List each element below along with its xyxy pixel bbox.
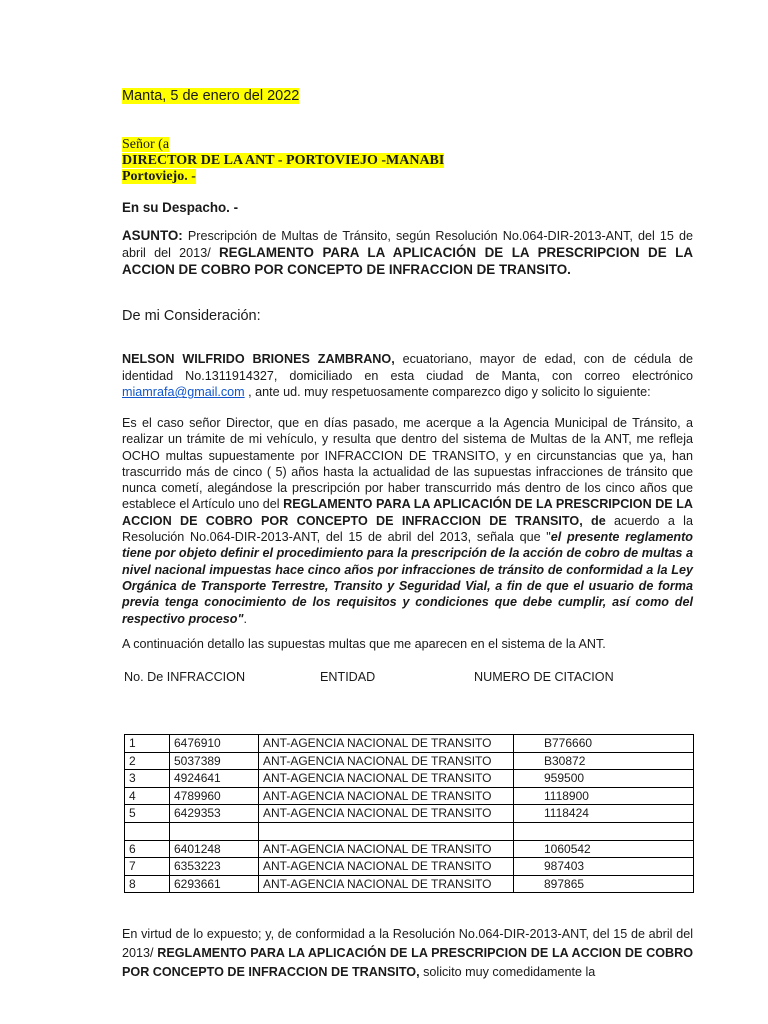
table-row [125, 822, 694, 840]
body-part5: . [243, 611, 247, 626]
entidad-cell: ANT-AGENCIA NACIONAL DE TRANSITO [259, 787, 514, 805]
addressee-block [122, 137, 444, 185]
asunto-paragraph [122, 228, 693, 278]
salutation: Señor (a [122, 137, 170, 152]
infraccion-cell [170, 822, 259, 840]
email-link[interactable]: miamrafa@gmail.com [122, 385, 245, 400]
infraccion-cell: 5037389 [170, 752, 259, 770]
row-number: 8 [125, 875, 170, 893]
body-part4: el presente reglamento tiene por objeto definir el procedimiento para la prescripción de la acción de cobro de multas a nivel nacional impuestas hace cinco años por infracciones de tránsito de conformidad a la Ley Orgánica de Transporte Terrestre, Transito y Seguridad Vial, a fin de que el usuario de forma previa tenga conocimiento de los requisitos y condiciones que debe cumplir, así como del respectivo proceso" [122, 530, 693, 626]
citacion-cell: 897865 [514, 875, 694, 893]
table-row [125, 858, 694, 876]
row-number: 6 [125, 840, 170, 858]
entidad-cell: ANT-AGENCIA NACIONAL DE TRANSITO [259, 858, 514, 876]
intro-text: ecuatoriano, mayor de edad, con de cédula de identidad No.1311914327, domiciliado en esta ciudad de Manta, con correo electrónico [122, 352, 693, 383]
closing-bold: REGLAMENTO PARA LA APLICACIÓN DE LA PRESCRIPCION DE LA ACCION DE COBRO POR CONCEPTO DE INFRACCION DE TRANSITO, [122, 946, 693, 979]
body-part1: Es el caso señor Director, que en días pasado, me acerque a la Agencia Municipal de Tránsito, a realizar un trámite de mi vehículo, y resulta que dentro del sistema de Multas de la ANT, me refleja OCHO multas supuestamente por INFRACCION DE TRANSITO, y en circunstancias que ya, han trascurrido más de cinco ( 5) años hasta la actualidad de las supuestas infracciones de tránsito que nunca cometí, alegándose la prescripción por haber transcurrido más dentro de los cinco años que establece el Artículo uno del [122, 416, 693, 512]
table-row [125, 787, 694, 805]
entidad-cell: ANT-AGENCIA NACIONAL DE TRANSITO [259, 875, 514, 893]
infraccion-cell: 4924641 [170, 770, 259, 788]
infraccion-cell: 6429353 [170, 805, 259, 823]
closing-paragraph [122, 925, 693, 982]
table-row [125, 770, 694, 788]
citacion-cell: 1118424 [514, 805, 694, 823]
despacho-line: En su Despacho. - [122, 200, 239, 215]
table-row [125, 840, 694, 858]
date-text: Manta, 5 de enero del 2022 [122, 88, 300, 104]
entidad-cell: ANT-AGENCIA NACIONAL DE TRANSITO [259, 735, 514, 753]
citacion-cell: 1060542 [514, 840, 694, 858]
body-paragraph [122, 415, 693, 627]
addressee-city: Portoviejo. - [122, 169, 196, 184]
entidad-cell: ANT-AGENCIA NACIONAL DE TRANSITO [259, 770, 514, 788]
closing-text-after: solicito muy comedidamente la [419, 965, 596, 979]
applicant-name: NELSON WILFRIDO BRIONES ZAMBRANO, [122, 352, 395, 366]
table-row [125, 735, 694, 753]
header-entidad: ENTIDAD [320, 670, 376, 684]
infraccion-cell: 6476910 [170, 735, 259, 753]
intro-text-after: , ante ud. muy respetuosamente comparezco digo y solicito lo siguiente: [244, 385, 651, 400]
row-number: 7 [125, 858, 170, 876]
table-row [125, 805, 694, 823]
row-number: 1 [125, 735, 170, 753]
citacion-cell [514, 822, 694, 840]
entidad-cell: ANT-AGENCIA NACIONAL DE TRANSITO [259, 805, 514, 823]
infraccion-cell: 6401248 [170, 840, 259, 858]
list-intro: A continuación detallo las supuestas multas que me aparecen en el sistema de la ANT. [122, 637, 606, 651]
header-citacion: NUMERO DE CITACION [474, 670, 614, 684]
entidad-cell: ANT-AGENCIA NACIONAL DE TRANSITO [259, 752, 514, 770]
closing-text: En virtud de lo expuesto; y, de conformidad a la Resolución No.064-DIR-2013-ANT, del 15 de abril del 2013/ [122, 927, 693, 960]
citacion-cell: B30872 [514, 752, 694, 770]
table-row [125, 752, 694, 770]
row-number: 5 [125, 805, 170, 823]
addressee-title: DIRECTOR DE LA ANT - PORTOVIEJO -MANABI [122, 153, 445, 168]
asunto-label: ASUNTO: [122, 228, 183, 243]
citacion-cell: 959500 [514, 770, 694, 788]
asunto-text: Prescripción de Multas de Tránsito, según Resolución No.064-DIR-2013-ANT, del 15 de abril del 2013/ [122, 229, 693, 260]
citacion-cell: 987403 [514, 858, 694, 876]
asunto-bold: REGLAMENTO PARA LA APLICACIÓN DE LA PRESCRIPCION DE LA ACCION DE COBRO POR CONCEPTO DE INFRACCION DE TRANSITO. [122, 244, 693, 277]
row-number: 2 [125, 752, 170, 770]
body-part3: acuerdo a la Resolución No.064-DIR-2013-ANT, del 15 de abril del 2013, señala que " [122, 513, 693, 545]
entidad-cell [259, 822, 514, 840]
row-number: 3 [125, 770, 170, 788]
row-number [125, 822, 170, 840]
infraccion-cell: 6293661 [170, 875, 259, 893]
header-infraccion: No. De INFRACCION [124, 670, 246, 684]
infraccion-cell: 6353223 [170, 858, 259, 876]
infraccion-cell: 4789960 [170, 787, 259, 805]
body-part2: REGLAMENTO PARA LA APLICACIÓN DE LA PRESCRIPCION DE LA ACCION DE COBRO POR CONCEPTO DE INFRACCION DE TRANSITO, de [122, 497, 693, 528]
table-row [125, 875, 694, 893]
row-number: 4 [125, 787, 170, 805]
citacion-cell: 1118900 [514, 787, 694, 805]
date-line [122, 88, 299, 104]
citacion-cell: B776660 [514, 735, 694, 753]
infractions-table [124, 734, 694, 893]
intro-paragraph [122, 351, 693, 401]
entidad-cell: ANT-AGENCIA NACIONAL DE TRANSITO [259, 840, 514, 858]
greeting: De mi Consideración: [122, 308, 261, 324]
